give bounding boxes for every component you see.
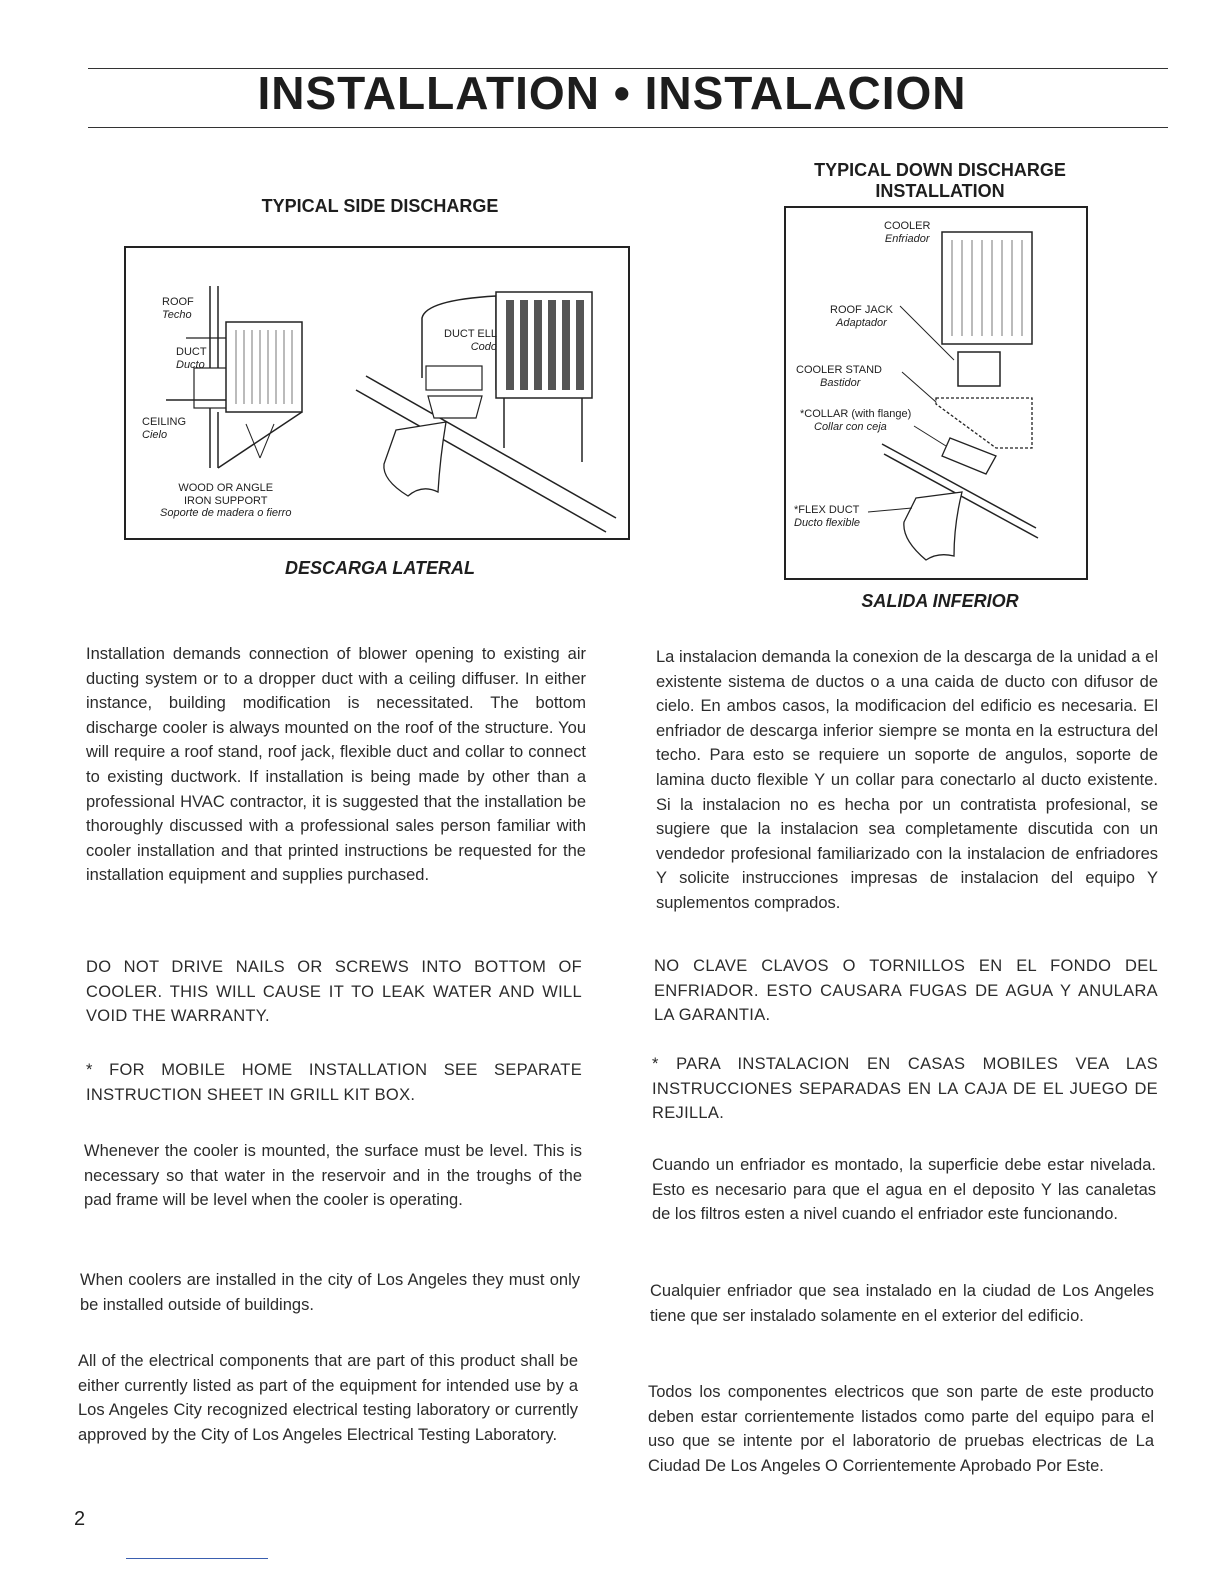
label-support: WOOD OR ANGLE IRON SUPPORT Soporte de madera o fierro xyxy=(160,482,292,520)
header-bottom-rule xyxy=(88,127,1168,128)
english-paragraph-electrical: All of the electrical components that are part of this product shall be either currently listed as part of the equipment for intended use by a Los Angeles City recognized electrical testing laboratory or currently approved by the City of Los Angeles Electrical Testing Laboratory. xyxy=(78,1352,578,1444)
spanish-paragraph-1: La instalacion demanda la conexion de la descarga de la unidad a el existente sistema de ductos o a una caida de ducto con difusor de cielo. En ambos casos, la modificacion del edificio es necesaria. El enfriador de descarga inferior siempre se monta en la estructura del techo. Para esto se requiere un soporte de angulos, soporte de lamina ducto flexible Y un collar para conectarlo al ducto existente. Si la instalacion no es hecha por un contratista profesional, se sugiere que la instalacion sea completamente discutida con un vendedor profesional familiarizado con la instalacion de enfriadores Y solicite instrucciones impresas de instalacion del equipo Y suplementos comprados. xyxy=(656,648,1158,912)
side-discharge-caption: DESCARGA LATERAL xyxy=(285,558,475,578)
spanish-warning-paragraph: NO CLAVE CLAVOS O TORNILLOS EN EL FONDO DEL ENFRIADOR. ESTO CAUSARA FUGAS DE AGUA Y ANULARA LA GARANTIA. xyxy=(654,957,1158,1025)
footer-rule xyxy=(126,1558,268,1559)
label-roof: ROOF Techo xyxy=(162,296,194,321)
english-warning-paragraph: DO NOT DRIVE NAILS OR SCREWS INTO BOTTOM OF COOLER. THIS WILL CAUSE IT TO LEAK WATER AND WILL VOID THE WARRANTY. xyxy=(86,958,582,1026)
label-duct-ell: DUCT ELL Codo xyxy=(444,328,497,353)
spanish-paragraph-los-angeles: Cualquier enfriador que sea instalado en la ciudad de Los Angeles tiene que ser instalado solamente en el exterior del edificio. xyxy=(650,1282,1154,1325)
label-cooler-stand: COOLER STAND Bastidor xyxy=(796,364,882,389)
label-duct: DUCT Ducto xyxy=(176,346,207,371)
english-paragraph-los-angeles: When coolers are installed in the city of Los Angeles they must only be installed outside of buildings. xyxy=(80,1271,580,1314)
english-paragraph-level: Whenever the cooler is mounted, the surface must be level. This is necessary so that water in the reservoir and in the troughs of the pad frame will be level when the cooler is operating. xyxy=(84,1142,582,1210)
spanish-paragraph-electrical: Todos los componentes electricos que son parte de este producto deben estar corrientemente listados como parte del equipo para el uso que se intente por el laboratorio de pruebas electricas de La Ciudad De Los Angeles O Corrientemente Aprobado Por Este. xyxy=(648,1383,1154,1475)
label-collar: *COLLAR (with flange) Collar con ceja xyxy=(800,408,912,433)
down-discharge-title-line1: TYPICAL DOWN DISCHARGE xyxy=(814,160,1066,180)
spanish-paragraph-level: Cuando un enfriador es montado, la superficie debe estar nivelada. Esto es necesario para que el agua en el deposito Y las canaletas de los filtros esten a nivel cuando el enfriador este funcionando. xyxy=(652,1156,1156,1224)
label-flex-duct: *FLEX DUCT Ducto flexible xyxy=(794,504,861,529)
down-discharge-title xyxy=(760,160,1120,202)
page-title: INSTALLATION • INSTALACION xyxy=(257,67,967,119)
spanish-mobile-home-note: * PARA INSTALACION EN CASAS MOBILES VEA LAS INSTRUCCIONES SEPARADAS EN LA CAJA DE EL JUEGO DE REJILLA. xyxy=(652,1055,1158,1123)
side-discharge-title: TYPICAL SIDE DISCHARGE xyxy=(261,196,499,216)
page-number: 2 xyxy=(74,1508,86,1530)
down-discharge-caption: SALIDA INFERIOR xyxy=(861,591,1019,611)
label-ceiling: CEILING Cielo xyxy=(142,416,187,441)
label-roof-jack: ROOF JACK Adaptador xyxy=(830,304,893,329)
down-discharge-diagram xyxy=(784,206,1088,580)
english-mobile-home-note: * FOR MOBILE HOME INSTALLATION SEE SEPARATE INSTRUCTION SHEET IN GRILL KIT BOX. xyxy=(86,1061,582,1104)
english-paragraph-1: Installation demands connection of blower opening to existing air ducting system or to a dropper duct with a ceiling diffuser. In either instance, building modification is necessitated. The bottom discharge cooler is always mounted on the roof of the structure. You will require a roof stand, roof jack, flexible duct and collar to connect to existing ductwork. If installation is being made by other than a professional HVAC contractor, it is suggested that the installation be thoroughly discussed with a professional sales person familiar with cooler installation and that printed instructions be requested for the installation equipment and supplies purchased. xyxy=(86,645,586,885)
label-cooler: COOLER Enfriador xyxy=(884,220,931,245)
side-discharge-diagram xyxy=(124,246,630,540)
down-discharge-title-line2: INSTALLATION xyxy=(875,181,1005,201)
